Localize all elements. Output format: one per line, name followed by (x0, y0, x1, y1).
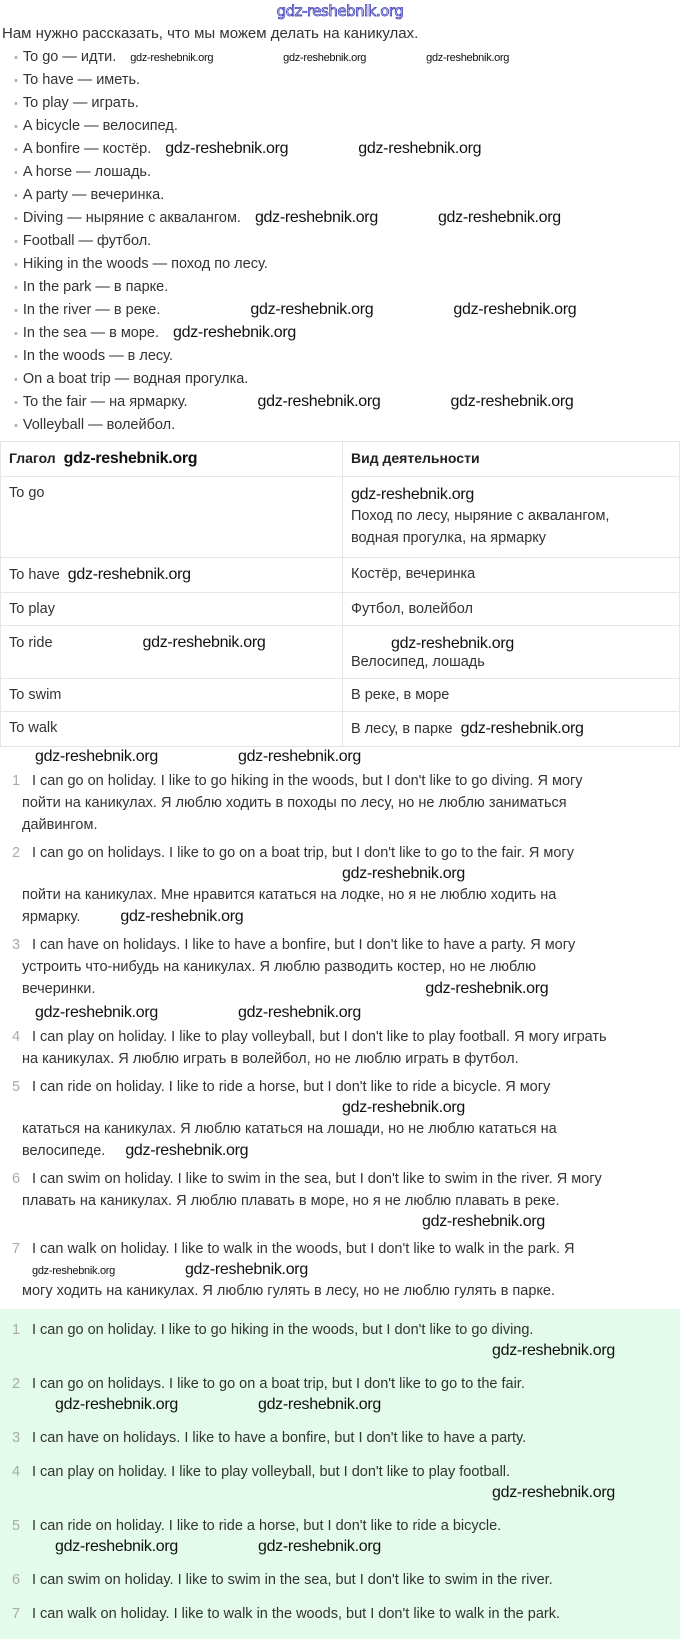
answer-item (0, 1563, 680, 1597)
item-number: 1 (12, 773, 21, 789)
example-item (0, 1165, 680, 1235)
vocab-item (14, 161, 680, 184)
watermark: gdz-reshebnik.org (237, 1004, 361, 1021)
bullet-icon: • (14, 144, 18, 156)
watermark-row (32, 1395, 672, 1415)
example-line (22, 1140, 672, 1162)
example-line: кататься на каникулах. Я люблю кататься на лошади, но не люблю кататься на (22, 1121, 557, 1137)
table-row (1, 477, 680, 558)
watermark: gdz-reshebnik.org (237, 748, 361, 765)
watermark: gdz-reshebnik.org (450, 393, 574, 410)
item-number: 6 (12, 1572, 21, 1588)
watermark: gdz-reshebnik.org (257, 393, 381, 410)
bullet-icon: • (14, 75, 18, 87)
example-line-text: ярмарку. (22, 909, 81, 925)
vocab-text: To the fair — на ярмарку. (22, 394, 188, 410)
item-number: 4 (12, 1029, 21, 1045)
bullet-icon: • (14, 52, 18, 64)
table-row (1, 593, 680, 626)
example-item (0, 1235, 680, 1305)
answer-item (0, 1313, 680, 1367)
example-line: I can swim on holiday. I like to swim in the sea, but I don't like to swim in the river. Я могу (32, 1171, 602, 1187)
watermark: gdz-reshebnik.org (426, 52, 510, 64)
verb-cell: To walk (1, 712, 343, 747)
item-number: 5 (12, 1518, 21, 1534)
bullet-icon: • (14, 236, 18, 248)
example-line: I can go on holidays. I like to go on a boat trip, but I don't like to go to the fair. Я могу (32, 845, 574, 861)
item-number: 3 (12, 1430, 21, 1446)
bullet-icon: • (14, 213, 18, 225)
vocab-item (14, 138, 680, 161)
example-line: пойти на каникулах. Мне нравится кататься на лодке, но я не люблю ходить на (22, 887, 557, 903)
answers-panel (0, 1309, 680, 1639)
vocab-text: A horse — лошадь. (22, 164, 152, 180)
activity-line: водная прогулка, на ярмарку (351, 530, 547, 546)
vocab-text: A bonfire — костёр. (22, 141, 152, 157)
vocab-item (14, 230, 680, 253)
vocab-item (14, 46, 680, 69)
vocab-text: In the river — в реке. (22, 302, 161, 318)
watermark: gdz-reshebnik.org (460, 720, 584, 737)
verb-cell: To swim (1, 679, 343, 712)
watermark: gdz-reshebnik.org (35, 1004, 158, 1021)
verb-cell (1, 626, 343, 679)
watermark: gdz-reshebnik.org (437, 209, 561, 226)
table-header-row (1, 442, 680, 477)
answer-text: I can go on holiday. I like to go hiking in the woods, but I don't like to go diving. (32, 1322, 534, 1338)
example-line (22, 906, 672, 928)
vocab-text: In the park — в парке. (22, 279, 169, 295)
vocab-item (14, 276, 680, 299)
vocab-text: In the sea — в море. (22, 325, 160, 341)
watermark: gdz-reshebnik.org (55, 1396, 178, 1413)
vocab-text: Football — футбол. (22, 233, 152, 249)
watermark-row (0, 1003, 680, 1023)
vocab-item (14, 92, 680, 115)
watermark: gdz-reshebnik.org (250, 301, 374, 318)
site-logo-watermark: gdz-reshebnik.org (276, 2, 404, 20)
watermark: gdz-reshebnik.org (257, 1538, 381, 1555)
answer-text: I can go on holidays. I like to go on a boat trip, but I don't like to go to the fair. (32, 1376, 525, 1392)
example-line: I can play on holiday. I like to play volleyball, but I don't like to play football. Я могу играть (32, 1029, 607, 1045)
vocab-item (14, 322, 680, 345)
vocab-text: Hiking in the woods — поход по лесу. (22, 256, 268, 272)
activity-cell (343, 558, 680, 593)
item-number: 1 (12, 1322, 21, 1338)
bullet-icon: • (14, 397, 18, 409)
verb-label: To ride (9, 635, 53, 651)
example-line (22, 978, 672, 1000)
answer-item (0, 1367, 680, 1421)
item-number: 6 (12, 1171, 21, 1187)
watermark: gdz-reshebnik.org (492, 1484, 615, 1501)
vocab-item (14, 69, 680, 92)
vocab-text: A party — вечеринка. (22, 187, 165, 203)
example-item (0, 931, 680, 1003)
vocab-item (14, 207, 680, 230)
answer-text: I can play on holiday. I like to play volleyball, but I don't like to play football. (32, 1464, 511, 1480)
watermark: gdz-reshebnik.org (35, 748, 158, 765)
example-line: дайвингом. (22, 817, 98, 833)
item-number: 7 (12, 1241, 21, 1257)
watermark: gdz-reshebnik.org (125, 1142, 249, 1159)
watermark: gdz-reshebnik.org (283, 52, 367, 64)
activity-line: В реке, в море (351, 687, 450, 703)
answer-text: I can have on holidays. I like to have a bonfire, but I don't like to have a party. (32, 1430, 527, 1446)
bullet-icon: • (14, 98, 18, 110)
watermark: gdz-reshebnik.org (32, 1265, 115, 1277)
bullet-icon: • (14, 420, 18, 432)
item-number: 7 (12, 1606, 21, 1622)
watermark: gdz-reshebnik.org (67, 566, 191, 583)
vocab-item (14, 299, 680, 322)
example-line: устроить что-нибудь на каникулах. Я люблю разводить костер, но не люблю (22, 959, 537, 975)
bullet-icon: • (14, 190, 18, 202)
verb-cell: To go (1, 477, 343, 558)
verb-label: To have (9, 567, 60, 583)
watermark: gdz-reshebnik.org (184, 1261, 308, 1278)
watermark: gdz-reshebnik.org (120, 908, 244, 925)
activity-cell (343, 477, 680, 558)
column-header-verb (1, 442, 343, 477)
bullet-icon: • (14, 282, 18, 294)
item-number: 2 (12, 845, 21, 861)
answer-text: I can swim on holiday. I like to swim in the sea, but I don't like to swim in the river. (32, 1572, 553, 1588)
activity-line: Велосипед, лошадь (351, 654, 485, 670)
example-line-text: велосипеде. (22, 1143, 106, 1159)
intro-text: Нам нужно рассказать, что мы можем делать на каникулах. (2, 25, 419, 42)
vocab-text: To have — иметь. (22, 72, 141, 88)
table-row (1, 626, 680, 679)
answer-item (0, 1421, 680, 1455)
vocab-text: Volleyball — волейбол. (22, 417, 176, 433)
watermark: gdz-reshebnik.org (130, 52, 214, 64)
table-row (1, 712, 680, 747)
item-number: 3 (12, 937, 21, 953)
item-number: 2 (12, 1376, 21, 1392)
activity-line: В лесу, в парке (351, 721, 453, 737)
watermark: gdz-reshebnik.org (342, 865, 465, 882)
watermark: gdz-reshebnik.org (257, 1396, 381, 1413)
bullet-icon: • (14, 374, 18, 386)
activity-cell (343, 626, 680, 679)
example-line: на каникулах. Я люблю играть в волейбол, но не люблю играть в футбол. (22, 1051, 519, 1067)
bullet-icon: • (14, 351, 18, 363)
vocabulary-list (14, 46, 680, 437)
answer-text: I can ride on holiday. I like to ride a horse, but I don't like to ride a bicycle. (32, 1518, 502, 1534)
example-line: I can ride on holiday. I like to ride a horse, but I don't like to ride a bicycle. Я могу (32, 1079, 551, 1095)
vocab-item (14, 115, 680, 138)
column-header-activity: Вид деятельности (343, 442, 680, 477)
example-line: I can go on holiday. I like to go hiking in the woods, but I don't like to go diving. Я могу (32, 773, 583, 789)
example-item (0, 839, 680, 931)
answer-item (0, 1509, 680, 1563)
activity-line: Футбол, волейбол (351, 601, 473, 617)
example-line: I can have on holidays. I like to have a bonfire, but I don't like to have a party. Я могу (32, 937, 576, 953)
example-item (0, 1073, 680, 1165)
activities-table (0, 441, 680, 747)
item-number: 5 (12, 1079, 21, 1095)
vocab-text: To play — играть. (22, 95, 139, 111)
column-header-verb-label: Глагол (9, 450, 56, 466)
example-line-text: вечеринки. (22, 981, 96, 997)
bullet-icon: • (14, 167, 18, 179)
bullet-icon: • (14, 121, 18, 133)
bullet-icon: • (14, 328, 18, 340)
activity-line: Поход по лесу, ныряние с аквалангом, (351, 508, 610, 524)
watermark: gdz-reshebnik.org (173, 324, 297, 341)
vocab-text: In the woods — в лесу. (22, 348, 173, 364)
vocab-item (14, 253, 680, 276)
example-line: плавать на каникулах. Я люблю плавать в море, но я не люблю плавать в реке. (22, 1193, 560, 1209)
verb-cell (1, 558, 343, 593)
example-item (0, 767, 680, 839)
vocab-item (14, 345, 680, 368)
table-row (1, 558, 680, 593)
vocab-item (14, 414, 680, 437)
vocab-text: A bicycle — велосипед. (22, 118, 178, 134)
verb-cell: To play (1, 593, 343, 626)
watermark-row (0, 747, 680, 767)
watermark: gdz-reshebnik.org (422, 1213, 545, 1230)
watermark: gdz-reshebnik.org (425, 980, 549, 997)
watermark: gdz-reshebnik.org (391, 635, 514, 652)
vocab-item (14, 391, 680, 414)
watermark: gdz-reshebnik.org (342, 1099, 465, 1116)
watermark-row (32, 1260, 672, 1280)
vocab-text: Diving — ныряние с аквалангом. (22, 210, 241, 226)
vocab-item (14, 184, 680, 207)
watermark: gdz-reshebnik.org (492, 1342, 615, 1359)
watermark: gdz-reshebnik.org (142, 634, 266, 651)
vocab-text: To go — идти. (22, 49, 117, 65)
example-line: пойти на каникулах. Я люблю ходить в походы по лесу, но не люблю заниматься (22, 795, 567, 811)
watermark: gdz-reshebnik.org (254, 209, 378, 226)
answer-item (0, 1455, 680, 1509)
watermark: gdz-reshebnik.org (351, 486, 474, 503)
activity-cell (343, 679, 680, 712)
answer-item (0, 1597, 680, 1631)
watermark-row (32, 1537, 672, 1557)
watermark: gdz-reshebnik.org (55, 1538, 178, 1555)
watermark: gdz-reshebnik.org (453, 301, 577, 318)
vocab-text: On a boat trip — водная прогулка. (22, 371, 249, 387)
activity-cell (343, 712, 680, 747)
bullet-icon: • (14, 259, 18, 271)
activity-cell (343, 593, 680, 626)
answer-text: I can walk on holiday. I like to walk in the woods, but I don't like to walk in the park. (32, 1606, 560, 1622)
watermark: gdz-reshebnik.org (165, 140, 289, 157)
watermark: gdz-reshebnik.org (63, 450, 198, 467)
watermark: gdz-reshebnik.org (358, 140, 482, 157)
example-item (0, 1023, 680, 1073)
activity-line: Костёр, вечеринка (351, 566, 476, 582)
vocab-item (14, 368, 680, 391)
item-number: 4 (12, 1464, 21, 1480)
example-line: I can walk on holiday. I like to walk in the woods, but I don't like to walk in the park. Я (32, 1241, 575, 1257)
example-line: могу ходить на каникулах. Я люблю гулять в лесу, но не люблю гулять в парке. (22, 1283, 556, 1299)
bullet-icon: • (14, 305, 18, 317)
table-row (1, 679, 680, 712)
